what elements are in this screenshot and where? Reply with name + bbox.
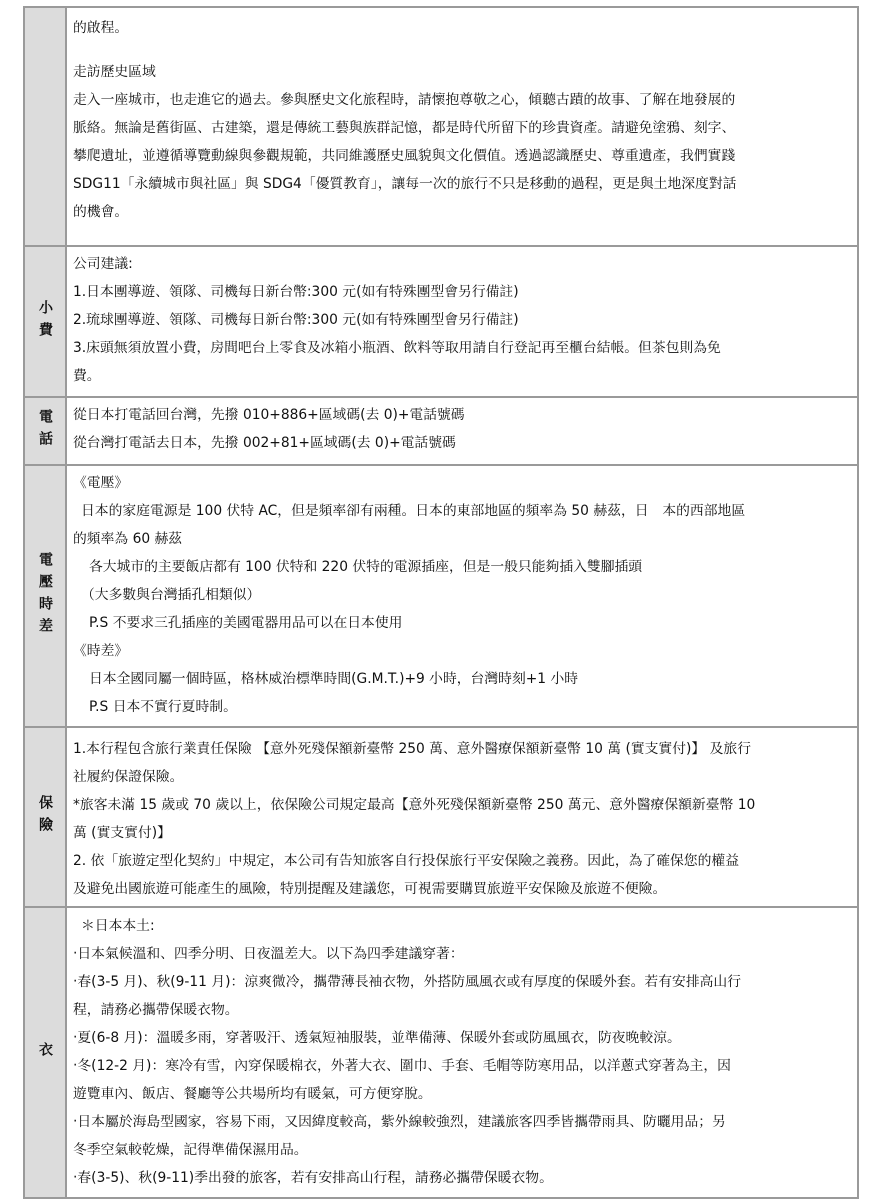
- row-content: [67, 247, 857, 396]
- text-line: 的啟程。: [73, 20, 129, 36]
- text-line: P.S 日本不實行夏時制。: [89, 699, 237, 715]
- row-content: [67, 728, 857, 906]
- text-line: SDG11「永續城市與社區」與 SDG4「優質教育」，讓每一次的旅行不只是移動的過程，更是與土地深度對話: [73, 176, 737, 192]
- text-line: 及避免出國旅遊可能產生的風險，特別提醒及建議您，可視需要購買旅遊平安保險及旅遊不便險。: [73, 881, 667, 897]
- text-line: （大多數與台灣插孔相類似）: [81, 587, 261, 603]
- row-label: [25, 8, 67, 245]
- row-tips: [25, 245, 857, 396]
- text-line: 2.琉球團導遊、領隊、司機每日新台幣:300 元(如有特殊團型會另行備註): [73, 312, 519, 328]
- text-line: 攀爬遺址，並遵循導覽動線與參觀規範，共同維護歷史風貌與文化價值。透過認識歷史、尊重遺產，我們實踐: [73, 148, 736, 164]
- row-content: [67, 466, 857, 726]
- text-line: 的頻率為 60 赫茲: [73, 531, 183, 547]
- row-phone: [25, 396, 857, 464]
- row-label-phone: 電話: [25, 398, 67, 464]
- row-insurance: [25, 726, 857, 906]
- text-line: 社履約保證保險。: [73, 769, 184, 785]
- text-line: 遊覽車內、飯店、餐廳等公共場所均有暖氣，可方便穿脫。: [73, 1086, 432, 1102]
- section-heading: 《電壓》: [73, 475, 129, 491]
- text-line: 的機會。: [73, 204, 129, 220]
- text-line: 從台灣打電話去日本，先撥 002+81+區域碼(去 0)+電話號碼: [73, 435, 456, 451]
- text-line: 3.床頭無須放置小費，房間吧台上零食及冰箱小瓶酒、飲料等取用請自行登記再至櫃台結帳。但茶包則為免: [73, 340, 721, 356]
- row-clothing: [25, 906, 857, 1197]
- text-line: 走入一座城市，也走進它的過去。參與歷史文化旅程時，請懷抱尊敬之心，傾聽古蹟的故事、了解在地發展的: [73, 92, 736, 108]
- blank-line: [73, 42, 851, 58]
- text-line: 脈絡。無論是舊街區、古建築，還是傳統工藝與族群記憶，都是時代所留下的珍貴資產。請避免塗鴉、刻字、: [73, 120, 736, 136]
- text-line: ‧日本氣候溫和、四季分明、日夜溫差大。以下為四季建議穿著：: [73, 946, 464, 962]
- section-heading: 走訪歷史區域: [73, 64, 156, 80]
- text-line: 從日本打電話回台灣，先撥 010+886+區域碼(去 0)+電話號碼: [73, 407, 465, 423]
- text-line: ‧日本屬於海島型國家，容易下雨，又因緯度較高，紫外線較強烈，建議旅客四季皆攜帶雨具、防曬用品；另: [73, 1114, 726, 1130]
- row-content: [67, 8, 857, 245]
- row-label-tips: 小費: [25, 247, 67, 396]
- row-content: [67, 398, 857, 464]
- row-intro: [25, 8, 857, 245]
- text-line: ＊日本本土:: [81, 918, 155, 934]
- text-line: 公司建議:: [73, 256, 133, 272]
- text-line: 日本全國同屬一個時區，格林威治標準時間(G.M.T.)+9 小時，台灣時刻+1 小時: [89, 671, 579, 687]
- text-line: ‧夏(6-8 月)：溫暖多雨，穿著吸汗、透氣短袖服裝，並準備薄、保暖外套或防風風衣，防夜晚較涼。: [73, 1030, 681, 1046]
- text-line: ‧春(3-5 月)、秋(9-11 月)：涼爽微冷，攜帶薄長袖衣物，外搭防風風衣或有厚度的保暖外套。若有安排高山行: [73, 974, 742, 990]
- text-line: 費。: [73, 368, 101, 384]
- text-line: ‧春(3-5)、秋(9-11)季出發的旅客，若有安排高山行程，請務必攜帶保暖衣物。: [73, 1170, 553, 1186]
- text-line: 日本的家庭電源是 100 伏特 AC，但是頻率卻有兩種。日本的東部地區的頻率為 50 赫茲，日 本的西部地區: [81, 503, 746, 519]
- row-label-insurance: 保險: [25, 728, 67, 906]
- row-label-clothing: 衣: [25, 908, 67, 1197]
- text-line: 冬季空氣較乾燥，記得準備保濕用品。: [73, 1142, 308, 1158]
- text-line: 1.本行程包含旅行業責任保險 【意外死殘保額新臺幣 250 萬、意外醫療保額新臺幣 10 萬 (實支實付)】 及旅行: [73, 741, 751, 757]
- text-line: 1.日本團導遊、領隊、司機每日新台幣:300 元(如有特殊團型會另行備註): [73, 284, 519, 300]
- info-table: [23, 6, 859, 1199]
- row-label-voltage-time: 電壓時差: [25, 466, 67, 726]
- text-line: 程，請務必攜帶保暖衣物。: [73, 1002, 239, 1018]
- row-content: [67, 908, 857, 1197]
- text-line: ‧冬(12-2 月)：寒冷有雪，內穿保暖棉衣，外著大衣、圍巾、手套、毛帽等防寒用品，以洋蔥式穿著為主，因: [73, 1058, 731, 1074]
- text-line: *旅客未滿 15 歲或 70 歲以上，依保險公司規定最高【意外死殘保額新臺幣 250 萬元、意外醫療保額新臺幣 10: [73, 797, 756, 813]
- text-line: 萬 (實支實付)】: [73, 825, 171, 841]
- text-line: P.S 不要求三孔插座的美國電器用品可以在日本使用: [89, 615, 403, 631]
- row-voltage-time: [25, 464, 857, 726]
- section-heading: 《時差》: [73, 643, 129, 659]
- text-line: 2. 依「旅遊定型化契約」中規定，本公司有告知旅客自行投保旅行平安保險之義務。因此，為了確保您的權益: [73, 853, 739, 869]
- text-line: 各大城市的主要飯店都有 100 伏特和 220 伏特的電源插座，但是一般只能夠插入雙腳插頭: [89, 559, 643, 575]
